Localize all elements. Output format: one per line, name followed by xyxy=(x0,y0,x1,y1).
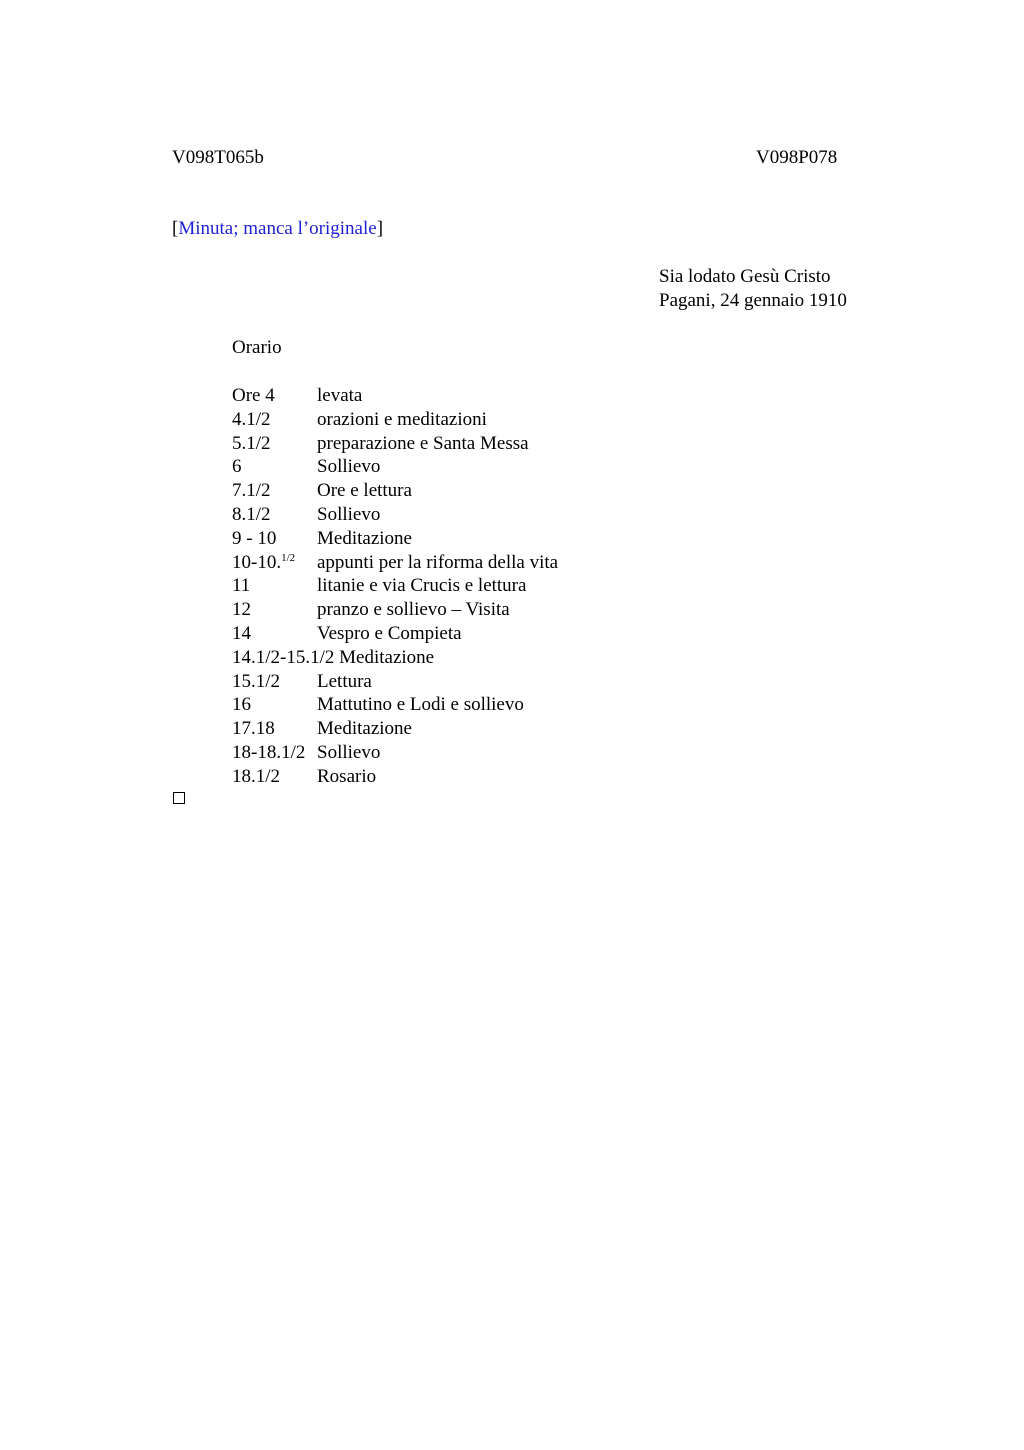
schedule-time-main: 10-10. xyxy=(232,551,282,573)
schedule-time: Ore 4 xyxy=(232,385,275,406)
schedule-activity: Rosario xyxy=(317,765,377,787)
schedule-time: 14 xyxy=(232,622,251,644)
schedule-time: 18-18.1/2 xyxy=(232,741,306,763)
schedule-row xyxy=(232,717,434,741)
schedule-activity: Meditazione xyxy=(317,718,412,740)
schedule-row xyxy=(232,741,434,765)
schedule-list xyxy=(232,384,559,789)
schedule-row xyxy=(232,598,510,622)
schedule-activity: Meditazione xyxy=(317,527,412,549)
schedule-time: 12 xyxy=(232,599,251,621)
schedule-activity: Sollievo xyxy=(317,741,381,763)
schedule-row xyxy=(232,408,487,432)
schedule-time: 11 xyxy=(232,575,251,597)
schedule-activity: Sollievo xyxy=(317,503,381,525)
schedule-time: 8.1/2 xyxy=(232,503,271,525)
schedule-time: 16 xyxy=(232,694,251,716)
note-text: Minuta; manca l’originale xyxy=(178,218,377,239)
schedule-time: 4.1/2 xyxy=(232,408,271,430)
document-code-right: V098P078 xyxy=(756,147,838,168)
schedule-time: 15.1/2 xyxy=(232,670,281,692)
schedule-row xyxy=(232,765,434,789)
schedule-time: 7.1/2 xyxy=(232,480,271,502)
schedule-row xyxy=(232,527,434,551)
schedule-row xyxy=(232,693,524,717)
schedule-activity: Mattutino e Lodi e sollievo xyxy=(317,694,524,716)
schedule-time: 17.18 xyxy=(232,718,275,740)
schedule-activity: orazioni e meditazioni xyxy=(317,408,487,430)
schedule-activity: pranzo e sollievo – Visita xyxy=(317,599,510,621)
schedule-row xyxy=(232,479,434,503)
schedule-activity: Lettura xyxy=(317,670,372,692)
schedule-time: 5.1/2 xyxy=(232,432,271,454)
note-open-bracket: [ xyxy=(172,218,179,239)
schedule-activity: Meditazione xyxy=(339,646,435,668)
schedule-row xyxy=(232,384,434,408)
schedule-row xyxy=(232,455,434,479)
schedule-time: 18.1/2 xyxy=(232,765,281,787)
schedule-row xyxy=(232,551,559,575)
schedule-activity: Vespro e Compieta xyxy=(317,622,462,644)
schedule-row xyxy=(232,432,529,456)
schedule-heading: Orario xyxy=(232,337,282,358)
schedule-activity: appunti per la riforma della vita xyxy=(317,551,559,573)
schedule-row xyxy=(232,503,434,527)
schedule-time: 6 xyxy=(232,456,242,478)
editorial-note xyxy=(172,217,383,241)
schedule-time: 14.1/2-15.1/2 xyxy=(232,646,335,668)
end-marker-square-icon xyxy=(173,792,185,804)
schedule-activity: litanie e via Crucis e lettura xyxy=(317,575,527,597)
note-close-bracket: ] xyxy=(376,218,384,239)
document-code-left: V098T065b xyxy=(172,147,264,168)
schedule-row xyxy=(232,670,434,694)
schedule-row xyxy=(232,646,434,670)
schedule-row xyxy=(232,622,462,646)
schedule-time: 9 - 10 xyxy=(232,527,277,549)
schedule-activity: Sollievo xyxy=(317,456,381,478)
greeting-line: Sia lodato Gesù Cristo xyxy=(659,266,831,287)
schedule-activity: preparazione e Santa Messa xyxy=(317,432,529,454)
schedule-time-superscript: 1/2 xyxy=(281,551,296,564)
schedule-time xyxy=(232,551,295,577)
schedule-activity: Ore e lettura xyxy=(317,480,412,502)
place-date-line: Pagani, 24 gennaio 1910 xyxy=(659,290,847,311)
schedule-row xyxy=(232,574,527,598)
schedule-activity: levata xyxy=(317,385,363,406)
